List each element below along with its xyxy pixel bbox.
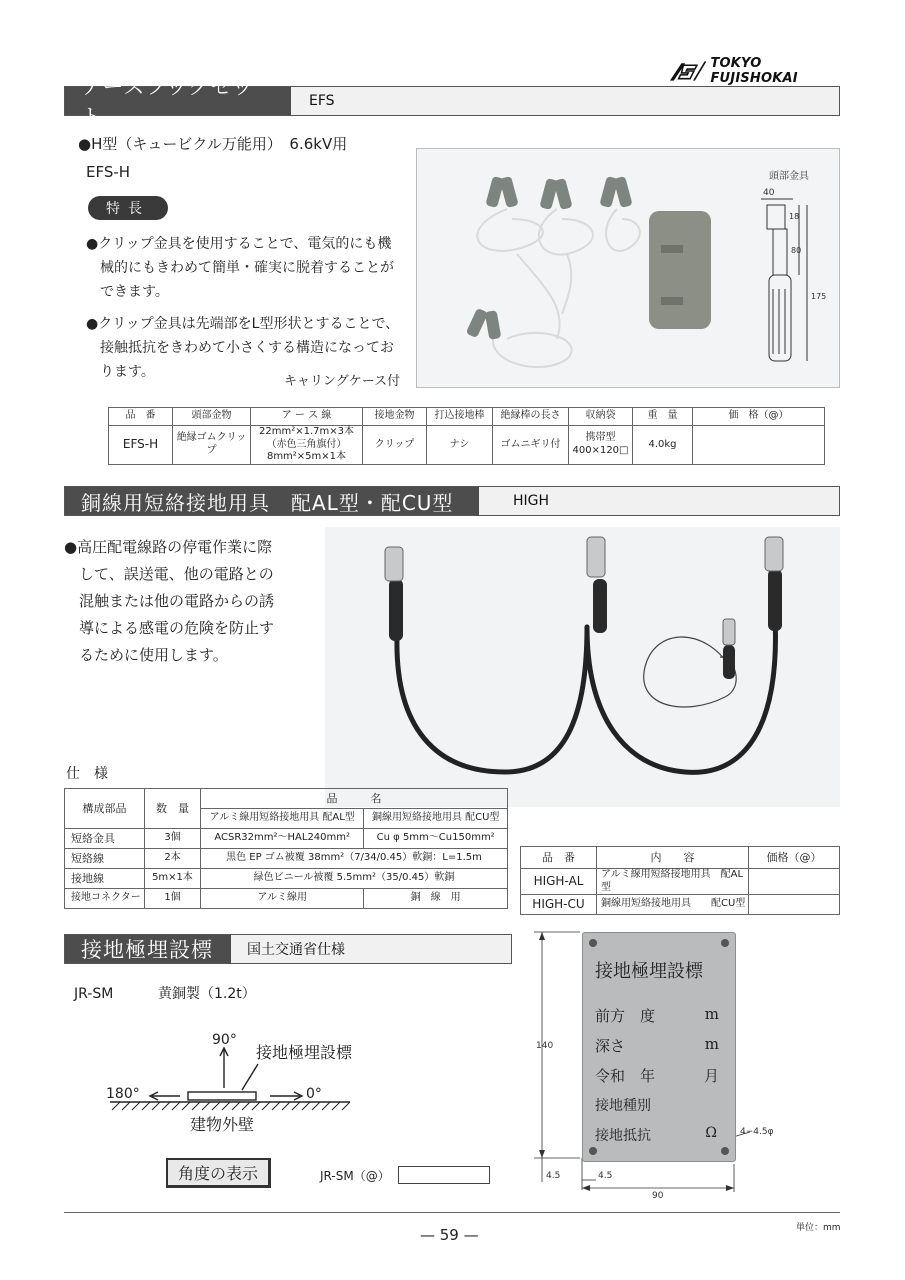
- section-title: 銅線用短絡接地用具 配AL型・配CU型: [65, 487, 479, 515]
- table-row: [65, 849, 508, 869]
- angle-diagram: [100, 1026, 380, 1166]
- angle-0-label: 0°: [306, 1086, 322, 1102]
- table-header: 重 量: [633, 408, 693, 426]
- spec-title: 仕 様: [66, 766, 108, 782]
- cell-qty: 1個: [145, 889, 201, 909]
- cell-line: 22mm²×1.7m×3本: [259, 426, 354, 437]
- cell-ground: クリップ: [363, 426, 427, 465]
- hole-icon: [721, 1147, 729, 1155]
- plate-row-unit: 月: [703, 1067, 719, 1085]
- cell-part: 短絡線: [65, 849, 145, 869]
- cell-content: 銅線用短絡接地用具 配CU型: [597, 895, 749, 915]
- header-qty: 数 量: [145, 789, 201, 829]
- cell-part: 接地線: [65, 869, 145, 889]
- header-parts: 構成部品: [65, 789, 145, 829]
- table-header-row: [521, 847, 840, 869]
- plate-row-unit: m: [704, 1035, 719, 1053]
- cell-part: 短絡金具: [65, 829, 145, 849]
- unit-note: 単位：mm: [796, 1223, 841, 1233]
- angle-caption: 角度の表示: [166, 1158, 271, 1188]
- cell-wire: [251, 426, 363, 465]
- brand-logo: [668, 58, 848, 84]
- cell-qty: 2本: [145, 849, 201, 869]
- dim-40: 40: [763, 188, 775, 198]
- efs-spec-table: [108, 407, 825, 465]
- table-header: ア ー ス 線: [251, 408, 363, 426]
- table-header: 収納袋: [569, 408, 633, 426]
- table-row: [521, 895, 840, 915]
- table-row: [65, 889, 508, 909]
- table-row: [109, 426, 825, 465]
- efs-product-illustration: [417, 149, 841, 389]
- table-header: 内 容: [597, 847, 749, 869]
- dim-width: 90: [652, 1191, 664, 1201]
- dim-margin-v: 4.5: [546, 1171, 561, 1181]
- cell-rod: ナシ: [427, 426, 493, 465]
- cell-weight: 4.0kg: [633, 426, 693, 465]
- cell-code: EFS-H: [109, 426, 173, 465]
- desc-line: して、誤送電、他の電路との: [79, 565, 274, 583]
- page-number: — 59 —: [420, 1226, 479, 1244]
- table-header: 品 番: [521, 847, 597, 869]
- high-spec-table: [64, 788, 508, 909]
- desc-line: 導による感電の危険を防止す: [79, 619, 275, 637]
- high-description: [64, 534, 304, 669]
- table-header-row: [109, 408, 825, 426]
- wall-label: 建物外壁: [190, 1115, 255, 1134]
- header-name: 品 名: [201, 789, 508, 809]
- table-header: 打込接地棒: [427, 408, 493, 426]
- plate-row-label: 前方 度: [595, 1007, 656, 1025]
- cell-cu: 銅 線 用: [364, 889, 508, 909]
- table-header-row: [65, 789, 508, 809]
- header-al: アルミ線用短絡接地用具 配AL型: [201, 809, 364, 829]
- plate-row-unit: Ω: [705, 1125, 717, 1141]
- jr-price-label: JR-SM（@）: [320, 1169, 390, 1183]
- cell-both: 緑色ビニール被覆 5.5mm²（35/0.45）軟銅: [201, 869, 508, 889]
- cell-al: ACSR32mm²〜HAL240mm²: [201, 829, 364, 849]
- feature-line: 械的にもきわめて簡単・確実に脱着することが: [100, 260, 394, 276]
- hole-icon: [721, 939, 729, 947]
- section-subtitle: 国土交通省仕様: [247, 942, 345, 958]
- efs-model: EFS-H: [86, 163, 131, 181]
- section-title: 接地極埋設標: [65, 935, 231, 963]
- cell-line: （赤色三角旗付）: [266, 438, 347, 450]
- section-code: HIGH: [513, 493, 550, 509]
- plate-row-label: 深さ: [595, 1037, 626, 1055]
- cell-line: 400×120□: [572, 444, 629, 456]
- cell-line: 携帯型: [585, 432, 616, 444]
- efs-product-photo: [416, 148, 840, 388]
- angle-90-label: 90°: [212, 1032, 237, 1048]
- cell-code: HIGH-CU: [521, 895, 597, 915]
- case-caption: キャリングケース付: [284, 374, 401, 389]
- plate-title: 接地極埋設標: [595, 961, 703, 982]
- high-price-table: [520, 846, 840, 915]
- cell-head: 絶縁ゴムクリップ: [173, 426, 251, 465]
- feature-line: ●クリップ金具を使用することで、電気的にも機: [86, 236, 392, 252]
- jr-material: 黄銅製（1.2t）: [158, 986, 256, 1002]
- dim-margin-h: 4.5: [598, 1171, 613, 1181]
- plate-row-unit: m: [704, 1005, 719, 1023]
- plate-row-label: 接地種別: [595, 1098, 651, 1114]
- table-row: [521, 869, 840, 895]
- cell-price: [749, 869, 840, 895]
- header-cu: 銅線用短絡接地用具 配CU型: [364, 809, 508, 829]
- table-row: [65, 869, 508, 889]
- hole-icon: [589, 1147, 597, 1155]
- feature-line: できます。: [100, 284, 169, 300]
- plate-row-label: 接地抵抗: [595, 1128, 651, 1144]
- cell-qty: 3個: [145, 829, 201, 849]
- table-header: 価 格（@）: [693, 408, 825, 426]
- high-product-photo: [325, 527, 840, 807]
- plate-label: 接地極埋設標: [256, 1043, 353, 1062]
- section-code: EFS: [309, 93, 335, 109]
- efs-type-line: ●H型（キュービクル万能用） 6.6kV用: [78, 135, 348, 153]
- brand-name: TOKYO FUJISHOKAI: [710, 56, 798, 86]
- cell-al: アルミ線用: [201, 889, 364, 909]
- desc-line: 混触または他の電路からの誘: [79, 592, 275, 610]
- dim-hole: 4−4.5φ: [740, 1127, 774, 1137]
- table-header: 頭部金物: [173, 408, 251, 426]
- marker-plate-photo: [582, 932, 736, 1162]
- dim-80: 80: [791, 246, 802, 255]
- cell-price: [693, 426, 825, 465]
- cell-qty: 5m×1本: [145, 869, 201, 889]
- cell-bag: [569, 426, 633, 465]
- table-header: 絶縁棒の長さ: [493, 408, 569, 426]
- cell-price: [749, 895, 840, 915]
- dim-height: 140: [536, 1041, 554, 1051]
- dim-18: 18: [789, 212, 800, 221]
- section-header-high: [64, 486, 840, 516]
- cell-both: 黒色 EP ゴム被覆 38mm²（7/34/0.45）軟銅：L=1.5m: [201, 849, 508, 869]
- feature-badge: 特長: [88, 196, 168, 220]
- efs-features: [86, 232, 406, 384]
- section-header-efs: [64, 75, 840, 129]
- desc-line: ●高圧配電線路の停電作業に際: [64, 538, 273, 556]
- table-header: 価格（@）: [749, 847, 840, 869]
- dim-175: 175: [811, 292, 827, 301]
- table-header: 接地金物: [363, 408, 427, 426]
- section-title: アースフックセット: [65, 87, 291, 115]
- high-product-illustration: [325, 527, 840, 807]
- feature-line: ●クリップ金具は先端部をL型形状とすることで、: [86, 316, 400, 332]
- jr-price-box: [398, 1166, 490, 1184]
- cell-part: 接地コネクター: [65, 889, 145, 909]
- cell-content: アルミ線用短絡接地用具 配AL型: [597, 869, 749, 895]
- jr-model: JR-SM: [74, 986, 114, 1002]
- feature-line: ります。: [100, 364, 155, 380]
- cell-length: ゴムニギリ付: [493, 426, 569, 465]
- plate-row-label: 令和 年: [595, 1067, 656, 1085]
- cell-cu: Cu φ 5mm〜Cu150mm²: [364, 829, 508, 849]
- cell-line: 8mm²×5m×1本: [266, 451, 347, 462]
- hole-icon: [589, 939, 597, 947]
- desc-line: るために使用します。: [79, 646, 228, 664]
- section-header-jr: [64, 934, 512, 964]
- brand-mark-icon: [668, 60, 706, 82]
- table-header: 品 番: [109, 408, 173, 426]
- angle-180-label: 180°: [106, 1086, 140, 1102]
- feature-line: 接触抵抗をきわめて小さくする構造になってお: [100, 340, 394, 356]
- cell-code: HIGH-AL: [521, 869, 597, 895]
- table-row: [65, 829, 508, 849]
- footer-divider: [64, 1212, 840, 1213]
- drawing-title: 頭部金具: [769, 171, 809, 182]
